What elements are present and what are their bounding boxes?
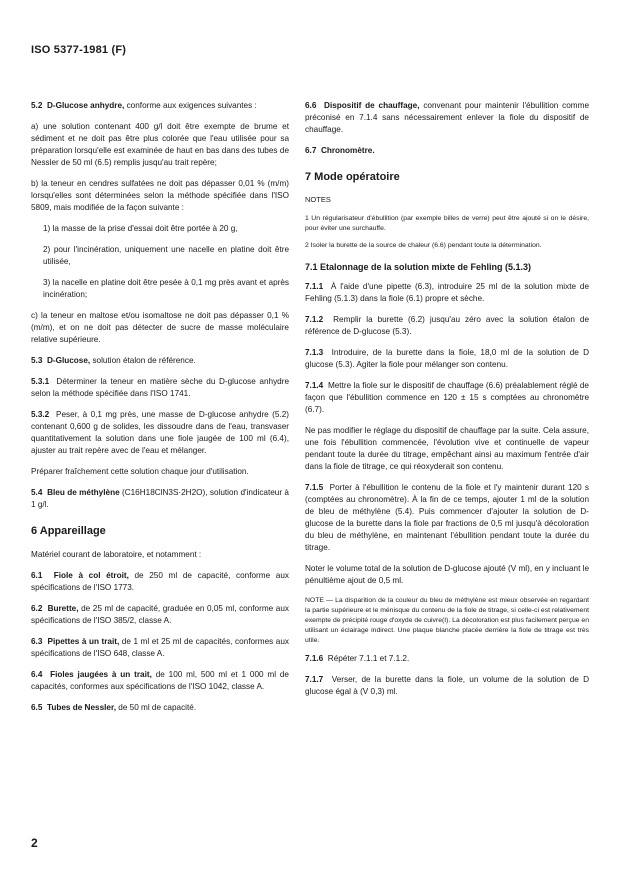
section-7-heading: 7 Mode opératoire — [305, 171, 400, 183]
clause-5-3-1: 5.3.1 Déterminer la teneur en matière sèche du D-glucose anhydre selon la méthode spécifiée dans l'ISO 1741. — [31, 377, 289, 398]
clause-7-1-5: 7.1.5 Porter à l'ébullition le contenu de la fiole et l'y maintenir durant 120 s (comptées au chronomètre). À la fin de ce temps, ajouter 1 ml de la solution de bleu de méthylène (5.4). Puis commencer d'ajouter la solution de D-glucose de la burette dans la fiole par fractions de 0,5 ml jusqu'à décoloration du bleu de méthylène, en maintenant l'ébullition pendant toute la durée du titrage. — [305, 483, 589, 552]
clause-6-7: 6.7 Chronomètre. — [305, 146, 375, 155]
clause-5-2-a: a) une solution contenant 400 g/l doit être exempte de brume et sédiment et ne doit pas être plus colorée que l'eau utilisée pour sa préparation lorsqu'elle est examinée de haut en bas dans des tubes de Nessler de 50 ml (6.5) remplis jusqu'au trait repère; — [31, 122, 289, 167]
clause-5-2: 5.2 D-Glucose anhydre, conforme aux exigences suivantes : — [31, 101, 257, 110]
clause-5-2-c: c) la teneur en maltose et/ou isomaltose ne doit pas dépasser 0,1 % (m/m), et on ne doit pas détecter de sucre de masse moléculaire relative supérieure. — [31, 311, 289, 344]
clause-7-1-1: 7.1.1 À l'aide d'une pipette (6.3), introduire 25 ml de la solution mixte de Fehling (5.1.3) dans la fiole (6.1) propre et sèche. — [305, 282, 589, 303]
clause-6-2: 6.2 Burette, de 25 ml de capacité, graduée en 0,05 ml, conforme aux spécifications de l'ISO 385/2, classe A. — [31, 604, 289, 625]
clause-5-2-b-2: 2) pour l'incinération, uniquement une nacelle en platine doit être utilisée, — [43, 245, 289, 266]
clause-7-1-2: 7.1.2 Remplir la burette (6.2) jusqu'au zéro avec la solution étalon de référence de D-glucose (5.3). — [305, 315, 589, 336]
clause-6-1: 6.1 Fiole à col étroit, de 250 ml de capacité, conforme aux spécifications de l'ISO 1773. — [31, 571, 289, 592]
section-7-1-heading: 7.1 Etalonnage de la solution mixte de Fehling (5.1.3) — [305, 262, 532, 272]
clause-7-1-6: 7.1.6 Répéter 7.1.1 et 7.1.2. — [305, 654, 410, 663]
page-number: 2 — [31, 836, 38, 850]
note-2: 2 Isoler la burette de la source de chaleur (6.6) pendant toute la détermination. — [305, 242, 542, 249]
notes-label: NOTES — [305, 195, 331, 204]
clause-7-1-7: 7.1.7 Verser, de la burette dans la fiole, un volume de la solution de D glucose égal à (V 0,3) ml. — [305, 675, 589, 696]
clause-5-2-b-1: 1) la masse de la prise d'essai doit être portée à 20 g, — [43, 224, 238, 233]
clause-7-1-5-para: Noter le volume total de la solution de D-glucose ajouté (V ml), en y incluant le pénultième ajout de 0,5 ml. — [305, 564, 589, 585]
document-header: ISO 5377-1981 (F) — [31, 44, 127, 56]
clause-5-4: 5.4 Bleu de méthylène (C16H18ClN3S·2H2O), solution d'indicateur à 1 g/l. — [31, 488, 289, 509]
clause-5-3-2: 5.3.2 Peser, à 0,1 mg près, une masse de D-glucose anhydre (5.2) contenant 0,600 g de solides, les dissoudre dans de l'eau, transvaser quantitativement la solution dans une fiole jaugée de 100 ml (6.4), ajuster au trait repère avec de l'eau et mélanger. — [31, 410, 289, 455]
clause-5-3: 5.3 D-Glucose, solution étalon de référence. — [31, 356, 196, 365]
note-3: NOTE — La disparition de la couleur du bleu de méthylène est mieux observée en regardant la partie supérieure et le ménisque du contenu de la fiole de titrage, si celle-ci est relativement exempte de précipité rouge d'oxyde de cuivre(I). La décoloration est plus facilement perçue en utilisant un éclairage indirect. Une plaque blanche placée derrière la fiole de titrage est très utile. — [305, 597, 589, 644]
clause-7-1-4: 7.1.4 Mettre la fiole sur le dispositif de chauffage (6.6) préalablement réglé de façon que l'ébullition commence en 120 ± 15 s comptées au chronomètre (6.7). — [305, 381, 589, 414]
clause-6-3: 6.3 Pipettes à un trait, de 1 ml et 25 ml de capacités, conformes aux spécifications de l'ISO 648, classe A. — [31, 637, 289, 658]
clause-7-1-3: 7.1.3 Introduire, de la burette dans la fiole, 18,0 ml de la solution de D glucose (5.3). Agiter la fiole pour mélanger son contenu. — [305, 348, 589, 369]
left-column — [31, 100, 289, 723]
clause-6-4: 6.4 Fioles jaugées à un trait, de 100 ml, 500 ml et 1 000 ml de capacités, conformes aux spécifications de l'ISO 1042, classe A. — [31, 670, 289, 691]
clause-7-1-4-para: Ne pas modifier le réglage du dispositif de chauffage par la suite. Cela assure, une fois l'ébullition commencée, l'évolution vive et continuelle de vapeur pendant toute la durée du titrage, empêchant ainsi au maximum l'entrée d'air dans la fiole de titrage, ce qui réoxyderait son contenu. — [305, 426, 589, 471]
section-6-intro: Matériel courant de laboratoire, et notamment : — [31, 550, 202, 559]
clause-5-2-b: b) la teneur en cendres sulfatées ne doit pas dépasser 0,01 % (m/m) lorsqu'elles sont déterminées selon la méthode spécifiée dans l'ISO 5809, mais modifiée de la façon suivante : — [31, 179, 289, 212]
note-1: 1 Un régularisateur d'ébullition (par exemple billes de verre) peut être ajouté si on le désire, pour éviter une surchauffe. — [305, 215, 589, 232]
clause-6-5: 6.5 Tubes de Nessler, de 50 ml de capacité. — [31, 703, 197, 712]
right-column — [305, 100, 589, 707]
section-6-heading: 6 Appareillage — [31, 525, 106, 537]
clause-6-6: 6.6 Dispositif de chauffage, convenant pour maintenir l'ébullition comme préconisé en 7.1.4 sans nécessairement enlever la fiole du dispositif de chauffage. — [305, 101, 589, 134]
clause-5-3-2-note: Préparer fraîchement cette solution chaque jour d'utilisation. — [31, 467, 249, 476]
clause-5-2-b-3: 3) la nacelle en platine doit être pesée à 0,1 mg près avant et après incinération; — [43, 278, 289, 299]
